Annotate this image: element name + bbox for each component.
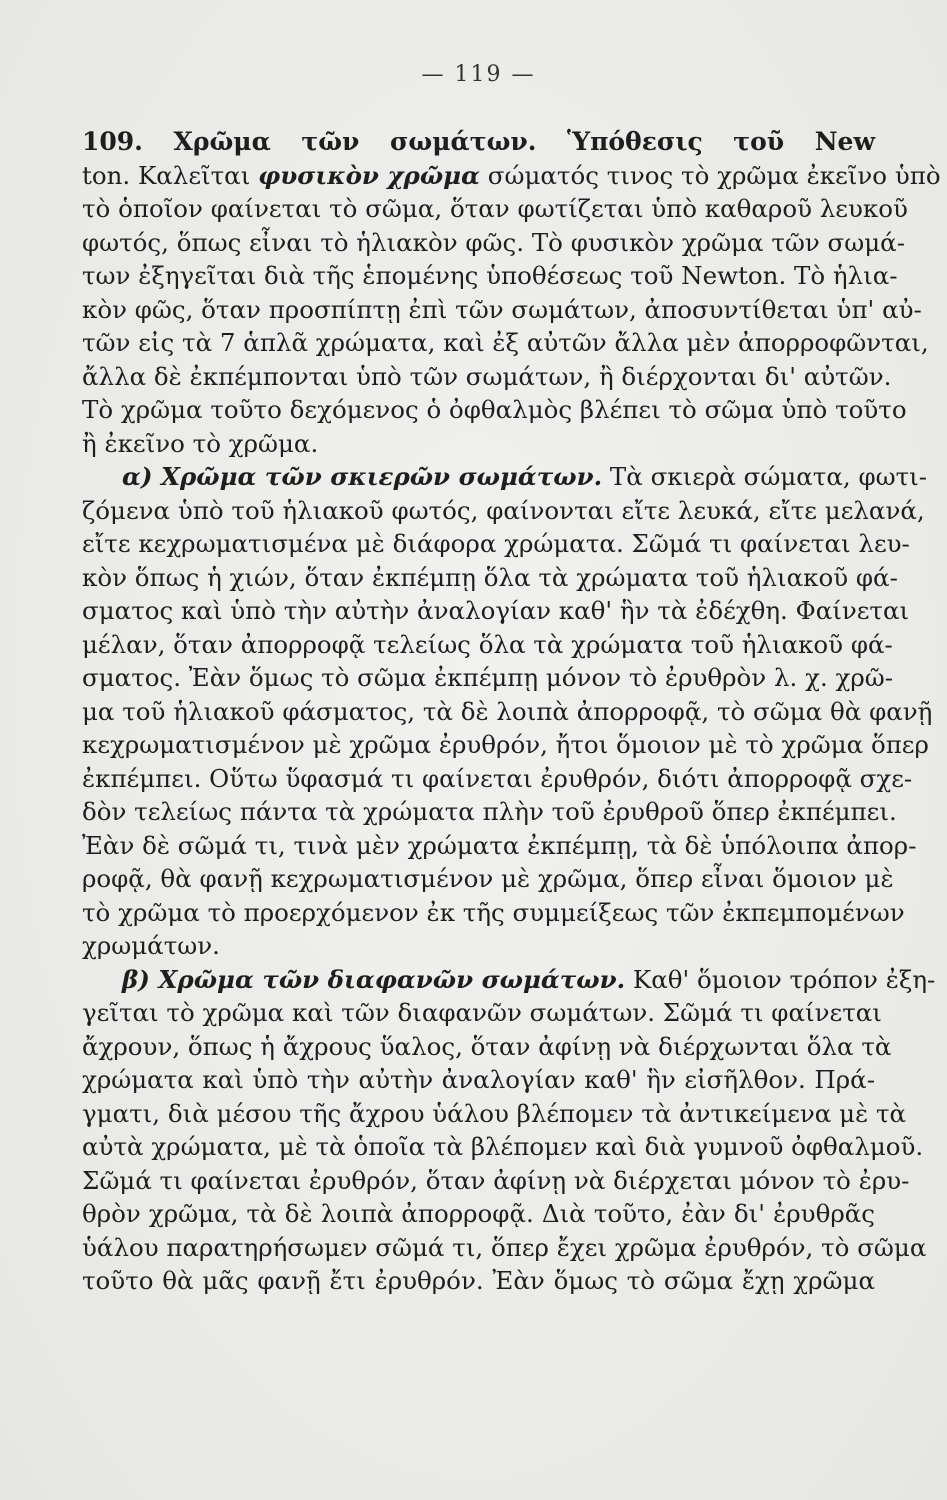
text-line: των ἐξηγεῖται διὰ τῆς ἑπομένης ὑποθέσεως τοῦ Newton. Τὸ ἡλια-: [82, 261, 898, 290]
text-line: γματι, διὰ μέσου τῆς ἄχρου ὑάλου βλέπομεν τὰ ἀντικείμενα μὲ τὰ: [82, 1098, 907, 1128]
text-line: κὸν ὅπως ἡ χιών, ὅταν ἐκπέμπῃ ὅλα τὰ χρώματα τοῦ ἡλιακοῦ φά-: [82, 562, 898, 592]
subsection-b-title: β) Χρῶμα τῶν διαφανῶν σωμάτων.: [122, 964, 626, 994]
text-line: δὸν τελείως πάντα τὰ χρώματα πλὴν τοῦ ἐρυθροῦ ὅπερ ἐκπέμπει.: [82, 797, 897, 826]
text-line: σματος καὶ ὑπὸ τὴν αὐτὴν ἀναλογίαν καθ' ἣν τὰ ἐδέχθη. Φαίνεται: [82, 596, 910, 625]
text-line: τῶν εἰς τὰ 7 ἁπλᾶ χρώματα, καὶ ἐξ αὐτῶν ἄλλα μὲν ἀπορροφῶνται,: [82, 328, 929, 357]
text-line: κὸν φῶς, ὅταν προσπίπτῃ ἐπὶ τῶν σωμάτων, ἀποσυντίθεται ὑπ' αὐ-: [82, 294, 922, 324]
text-line: ἄλλα δὲ ἐκπέμπονται ὑπὸ τῶν σωμάτων, ἢ διέρχονται δι' αὐτῶν.: [82, 361, 892, 391]
text-line: ἢ ἐκεῖνο τὸ χρῶμα.: [82, 428, 319, 458]
text-line: ζόμενα ὑπὸ τοῦ ἡλιακοῦ φωτός, φαίνονται εἴτε λευκά, εἴτε μελανά,: [82, 495, 925, 525]
section-number: 109.: [82, 127, 143, 156]
page-number: — 119 —: [421, 62, 536, 87]
text-line: ροφᾷ, θὰ φανῇ κεχρωματισμένον μὲ χρῶμα, ὅπερ εἶναι ὅμοιον μὲ: [82, 864, 894, 893]
text-line: ὑάλου παρατηρήσωμεν σῶμά τι, ὅπερ ἔχει χρῶμα ἐρυθρόν, τὸ σῶμα: [82, 1232, 927, 1262]
text-line: ton. Καλεῖται φυσικὸν χρῶμα σώματός τινος τὸ χρῶμα ἐκεῖνο ὑπὸ: [82, 160, 941, 190]
text-line: κεχρωματισμένον μὲ χρῶμα ἐρυθρόν, ἤτοι ὅμοιον μὲ τὸ χρῶμα ὅπερ: [82, 730, 929, 759]
text-line: τοῦτο θὰ μᾶς φανῇ ἔτι ἐρυθρόν. Ἐὰν ὅμως τὸ σῶμα ἔχῃ χρῶμα: [82, 1266, 875, 1295]
text-line: γεῖται τὸ χρῶμα καὶ τῶν διαφανῶν σωμάτων. Σῶμά τι φαίνεται: [82, 998, 882, 1027]
section-heading: [82, 125, 875, 159]
text-line: σματος. Ἐὰν ὅμως τὸ σῶμα ἐκπέμπῃ μόνον τὸ ἐρυθρὸν λ. χ. χρῶ-: [82, 663, 894, 692]
text-line: Τὸ χρῶμα τοῦτο δεχόμενος ὁ ὀφθαλμὸς βλέπει τὸ σῶμα ὑπὸ τοῦτο: [82, 395, 907, 424]
text-line: χρώματα καὶ ὑπὸ τὴν αὐτὴν ἀναλογίαν καθ' ἣν εἰσῆλθον. Πρά-: [82, 1065, 875, 1094]
subsection-a-line: α) Χρῶμα τῶν σκιερῶν σωμάτων. Τὰ σκιερὰ σώματα, φωτι-: [122, 462, 928, 491]
text-line: φωτός, ὅπως εἶναι τὸ ἡλιακὸν φῶς. Τὸ φυσικὸν χρῶμα τῶν σωμά-: [82, 227, 905, 257]
subsection-b-line: β) Χρῶμα τῶν διαφανῶν σωμάτων. Καθ' ὅμοιον τρόπον ἐξη-: [122, 964, 936, 994]
emphasis-physical-color: φυσικὸν χρῶμα: [258, 160, 480, 190]
subsection-a-title: α) Χρῶμα τῶν σκιερῶν σωμάτων.: [122, 462, 603, 491]
text-line: τὸ χρῶμα τὸ προερχόμενον ἐκ τῆς συμμείξεως τῶν ἐκπεμπομένων: [82, 897, 905, 927]
text-line: ἄχρουν, ὅπως ἡ ἄχρους ὕαλος, ὅταν ἀφίνῃ νὰ διέρχωνται ὅλα τὰ: [82, 1031, 892, 1061]
section-title: Χρῶμα τῶν σωμάτων. Ὑπόθεσις τοῦ New: [173, 127, 875, 156]
text-line: θρὸν χρῶμα, τὰ δὲ λοιπὰ ἀπορροφᾷ. Διὰ τοῦτο, ἐὰν δι' ἐρυθρᾶς: [82, 1199, 875, 1228]
text-line: εἴτε κεχρωματισμένα μὲ διάφορα χρώματα. Σῶμά τι φαίνεται λευ-: [82, 529, 910, 558]
body-text: [82, 159, 941, 1298]
text-line: χρωμάτων.: [82, 931, 220, 960]
text-line: Ἐὰν δὲ σῶμά τι, τινὰ μὲν χρώματα ἐκπέμπῃ, τὰ δὲ ὑπόλοιπα ἀπορ-: [82, 830, 917, 860]
text-line: αὐτὰ χρώματα, μὲ τὰ ὁποῖα τὰ βλέπομεν καὶ διὰ γυμνοῦ ὀφθαλμοῦ.: [82, 1132, 924, 1161]
text-line: μα τοῦ ἡλιακοῦ φάσματος, τὰ δὲ λοιπὰ ἀπορροφᾷ, τὸ σῶμα θὰ φανῇ: [82, 696, 933, 726]
text-line: μέλαν, ὅταν ἀπορροφᾷ τελείως ὅλα τὰ χρώματα τοῦ ἡλιακοῦ φά-: [82, 629, 893, 659]
text-line: Σῶμά τι φαίνεται ἐρυθρόν, ὅταν ἀφίνῃ νὰ διέρχεται μόνον τὸ ἐρυ-: [82, 1165, 910, 1195]
text-line: τὸ ὁποῖον φαίνεται τὸ σῶμα, ὅταν φωτίζεται ὑπὸ καθαροῦ λευκοῦ: [82, 194, 908, 223]
text-line: ἐκπέμπει. Οὕτω ὕφασμά τι φαίνεται ἐρυθρόν, διότι ἀπορροφᾷ σχε-: [82, 763, 913, 793]
